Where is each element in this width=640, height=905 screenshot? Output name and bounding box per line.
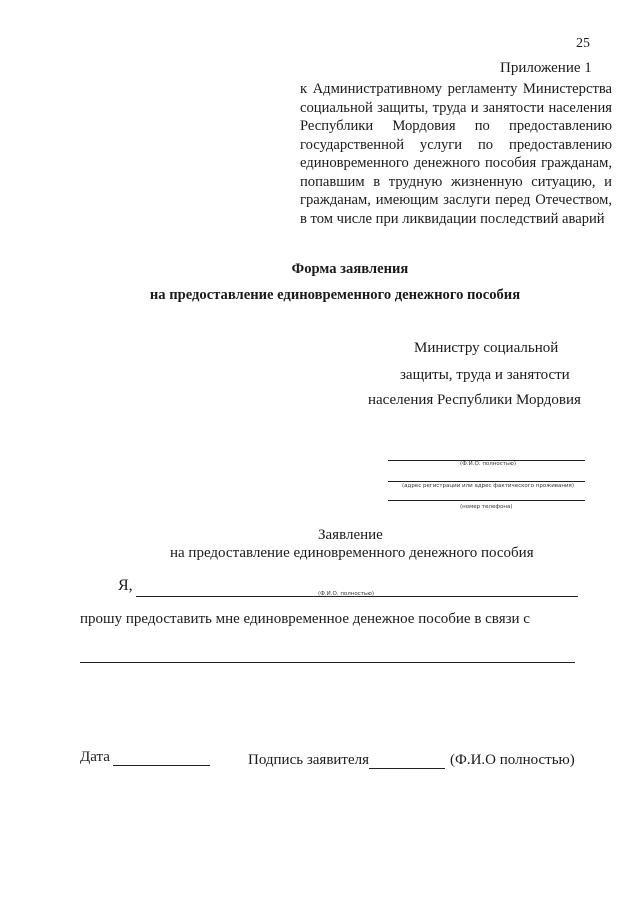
reason-line[interactable] (80, 662, 575, 663)
signature-label: Подпись заявителя (248, 752, 370, 768)
footer-fio-full: (Ф.И.О полностью) (450, 752, 575, 768)
form-subheading: на предоставление единовременного денежного пособия (149, 287, 521, 303)
applicant-fio-caption: (Ф.И.О. полностью) (460, 461, 516, 467)
statement-fio-caption: (Ф.И.О. полностью) (318, 591, 374, 597)
statement-title: Заявление (318, 527, 383, 543)
applicant-phone-caption: (номер телефона) (460, 504, 513, 510)
form-heading: Форма заявления (291, 261, 409, 277)
ya-label: Я, (118, 577, 133, 594)
appendix-body: к Административному регламенту Министерства социальной защиты, труда и занятости населения Республики Мордовия по предоставлению государственной услуги по предоставлению единовременного денежного пособия гражданам, попавшим в трудную жизненную ситуацию, и гражданам, имеющим заслуги перед Отечеством, в том числе при ликвидации последствий аварий (300, 81, 612, 227)
statement-subtitle: на предоставление единовременного денежного пособия (170, 545, 534, 561)
request-text: прошу предоставить мне единовременное денежное пособие в связи с (80, 611, 530, 627)
appendix-title: Приложение 1 (500, 60, 592, 76)
applicant-address-caption: (адрес регистрации или адрес фактического проживания) (402, 483, 575, 489)
applicant-address-line[interactable] (388, 481, 585, 482)
signature-field-line[interactable] (369, 768, 445, 769)
addressee-line-3: населения Республики Мордовия (368, 392, 581, 408)
addressee-line-2: защиты, труда и занятости (400, 367, 570, 383)
date-field-line[interactable] (113, 765, 210, 766)
applicant-phone-line[interactable] (388, 500, 585, 501)
date-label: Дата (80, 749, 110, 765)
addressee-line-1: Министру социальной (414, 340, 559, 356)
page-number: 25 (576, 36, 590, 51)
